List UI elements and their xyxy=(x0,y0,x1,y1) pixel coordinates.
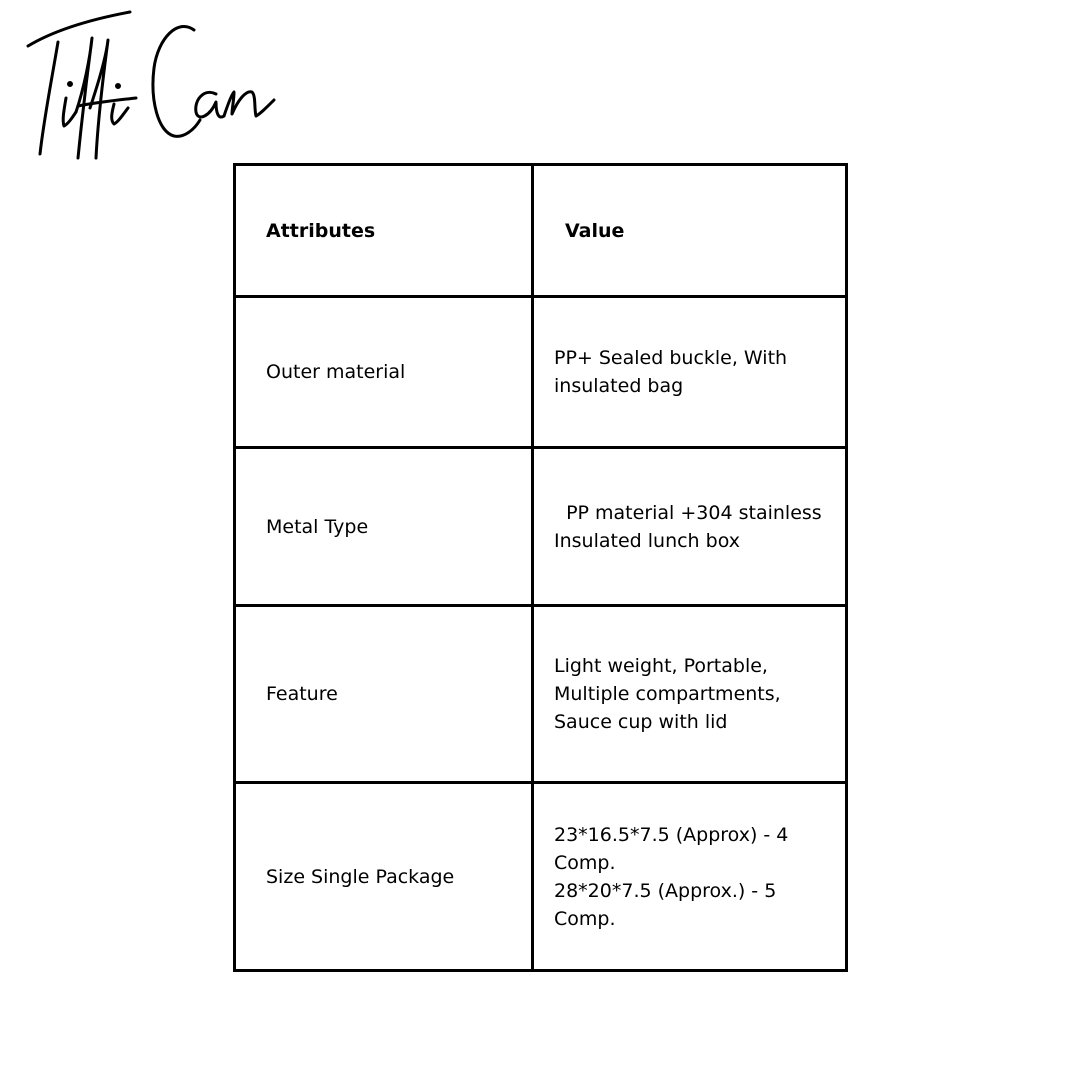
value-cell: 23*16.5*7.5 (Approx) - 4 Comp. 28*20*7.5 (Approx.) - 5 Comp. xyxy=(533,783,847,971)
attribute-cell: Metal Type xyxy=(235,447,533,606)
attribute-cell: Size Single Package xyxy=(235,783,533,971)
table-row xyxy=(235,783,847,971)
attribute-cell: Outer material xyxy=(235,297,533,448)
table-header-row xyxy=(235,165,847,297)
value-cell: PP+ Sealed buckle, With insulated bag xyxy=(533,297,847,448)
table-row xyxy=(235,606,847,783)
header-value: Value xyxy=(533,165,847,297)
attribute-cell: Feature xyxy=(235,606,533,783)
header-attributes: Attributes xyxy=(235,165,533,297)
tiffican-script-logo xyxy=(18,8,288,168)
tiffican-logo xyxy=(18,8,288,168)
table-row xyxy=(235,447,847,606)
value-cell: Light weight, Portable, Multiple compartments, Sauce cup with lid xyxy=(533,606,847,783)
specification-table xyxy=(233,163,848,972)
table-row xyxy=(235,297,847,448)
value-cell: PP material +304 stainless Insulated lunch box xyxy=(533,447,847,606)
